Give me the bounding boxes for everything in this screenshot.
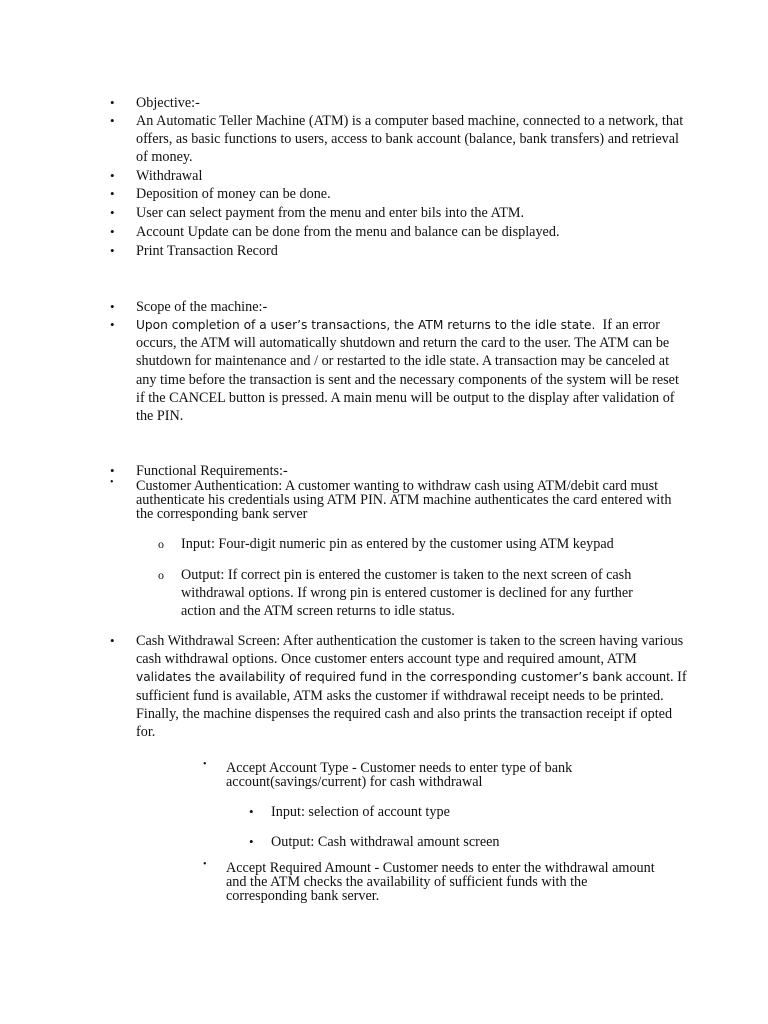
cash-withdrawal-part-a: Cash Withdrawal Screen: After authentication the customer is taken to the screen having various cash withdrawal options. Once customer enters account type and required amount, ATM bbox=[136, 633, 684, 668]
objective-print-record: Print Transaction Record bbox=[136, 243, 278, 259]
bullet-icon: • bbox=[249, 834, 254, 849]
account-type-input: Input: selection of account type bbox=[271, 804, 450, 820]
objective-payment: User can select payment from the menu and enter bils into the ATM. bbox=[136, 205, 525, 221]
accept-amount: Accept Required Amount - Customer needs to enter the withdrawal amount and the ATM checks the availability of sufficient funds with the corresponding bank server. bbox=[226, 860, 655, 904]
scope-heading: Scope of the machine:- bbox=[136, 299, 268, 315]
bullet-icon: • bbox=[110, 95, 115, 110]
account-type-output: Output: Cash withdrawal amount screen bbox=[271, 834, 500, 850]
scope-body-sans: Upon completion of a user’s transactions, the ATM returns to the idle state. bbox=[136, 318, 596, 332]
bullet-icon: • bbox=[110, 299, 115, 314]
objective-withdrawal: Withdrawal bbox=[136, 168, 203, 184]
circle-bullet-icon: o bbox=[158, 537, 164, 551]
bullet-icon: • bbox=[110, 224, 115, 239]
objective-heading: Objective:- bbox=[136, 95, 200, 111]
cash-withdrawal-part-b: account. If sufficient fund is available, ATM asks the customer if withdrawal receipt needs to be printed. Finally, the machine dispenses the required cash and also prints the transaction receipt if opted for. bbox=[136, 669, 687, 741]
scope-body-serif: If an error occurs, the ATM will automatically shutdown and return the card to the user. The ATM can be shutdown for maintenance and / or restarted to the idle state. A transaction may be canceled at any time before the transaction is sent and the necessary components of the system will be reset if the CANCEL button is pressed. A main menu will be output to the display after validation of the PIN. bbox=[136, 317, 679, 425]
atm-definition: An Automatic Teller Machine (ATM) is a computer based machine, connected to a network, that offers, as basic functions to users, access to bank account (balance, bank transfers) and retrieval of money. bbox=[136, 113, 684, 166]
objective-deposition: Deposition of money can be done. bbox=[136, 186, 331, 202]
bullet-icon: • bbox=[110, 633, 115, 648]
customer-auth: Customer Authentication: A customer wanting to withdraw cash using ATM/debit card must authenticate his credentials using ATM PIN. ATM machine authenticates the card entered with the corresponding bank server bbox=[136, 478, 672, 522]
cash-withdrawal bbox=[136, 632, 690, 741]
scope-body bbox=[136, 316, 690, 425]
bullet-icon: • bbox=[110, 477, 114, 488]
circle-bullet-icon: o bbox=[158, 568, 164, 582]
bullet-icon: • bbox=[249, 804, 254, 819]
accept-account-type: Accept Account Type - Customer needs to enter type of bank account(savings/current) for cash withdrawal bbox=[226, 760, 573, 790]
cash-withdrawal-sans: validates the availability of required fund in the corresponding customer’s bank bbox=[136, 670, 623, 685]
bullet-icon: • bbox=[110, 186, 115, 201]
bullet-icon: • bbox=[110, 317, 115, 332]
bullet-icon: • bbox=[110, 463, 115, 478]
bullet-icon: • bbox=[110, 168, 115, 183]
objective-account-update: Account Update can be done from the menu and balance can be displayed. bbox=[136, 224, 560, 240]
bullet-icon: • bbox=[110, 205, 115, 220]
functional-heading: Functional Requirements:- bbox=[136, 463, 288, 479]
bullet-icon: • bbox=[203, 859, 207, 870]
bullet-icon: • bbox=[110, 243, 115, 258]
bullet-icon: • bbox=[110, 113, 115, 128]
auth-output: Output: If correct pin is entered the customer is taken to the next screen of cash withdrawal options. If wrong pin is entered customer is declined for any further action and the ATM screen returns to idle status. bbox=[181, 567, 633, 620]
auth-input: Input: Four-digit numeric pin as entered by the customer using ATM keypad bbox=[181, 536, 614, 552]
bullet-icon: • bbox=[203, 759, 207, 770]
